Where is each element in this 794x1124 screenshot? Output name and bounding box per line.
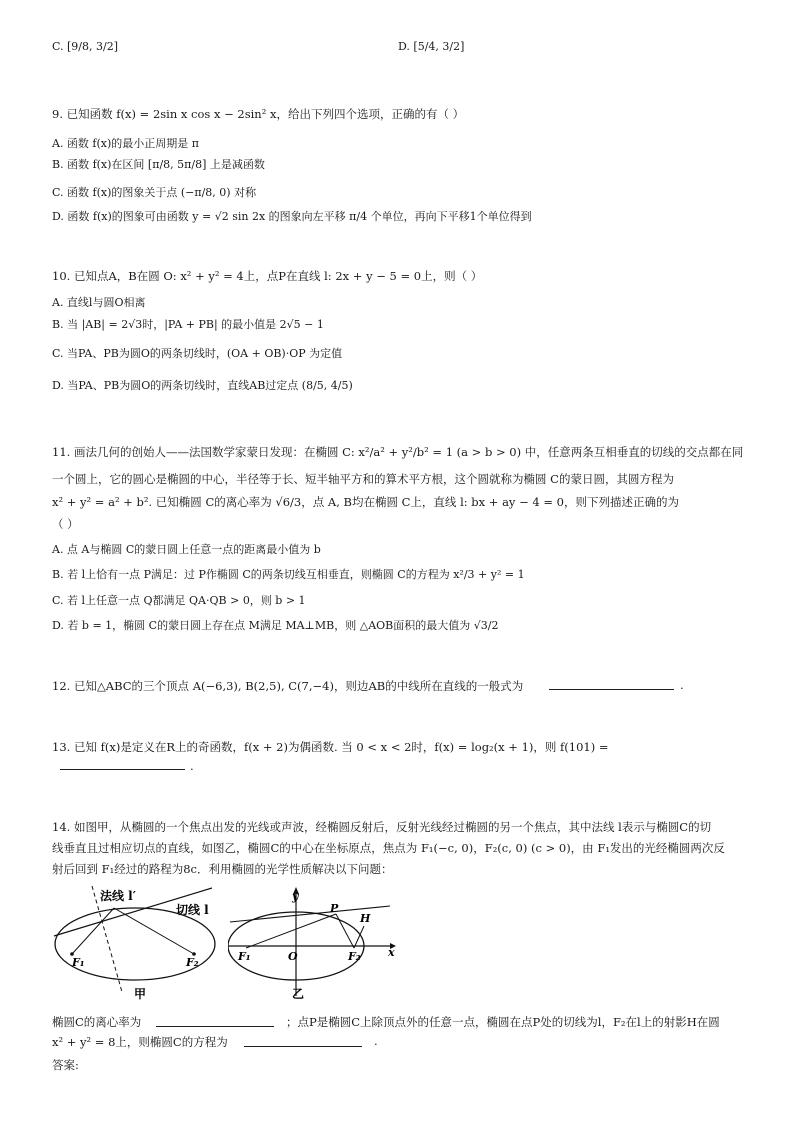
q14-equation-blank[interactable]: [244, 1046, 362, 1047]
q11-line-3: x² + y² = a² + b². 已知椭圆 C的离心率为 √6/3，点 A, B均在椭圆 C上，直线 l: bx + ay − 4 = 0，则下列描述正确的为: [52, 495, 679, 509]
q8-option-c: C. [9/8, 3/2]: [52, 40, 118, 53]
tangent-label: 切线 l: [176, 903, 209, 917]
q9-stem: 9. 已知函数 f(x) = 2sin x cos x − 2sin² x，给出下列四个选项，正确的有（ ）: [52, 107, 465, 121]
q11-option-a: A. 点 A与椭圆 C的蒙日圆上任意一点的距离最小值为 b: [52, 543, 321, 556]
p-label: P: [330, 902, 339, 915]
q11-line-1: 11. 画法几何的创始人——法国数学家蒙日发现：在椭圆 C: x²/a² + y²/b² = 1 (a > b > 0) 中，任意两条互相垂直的切线的交点都在同: [52, 445, 744, 459]
q12-period: .: [680, 678, 684, 692]
q11-line-2: 一个圆上，它的圆心是椭圆的中心，半径等于长、短半轴平方和的算术平方根，这个圆就称为椭圆 C的蒙日圆，其圆方程为: [52, 472, 674, 486]
q13-period: .: [190, 759, 194, 773]
q12-answer-blank[interactable]: [549, 689, 674, 690]
f2-label-yi: F₂: [348, 950, 361, 963]
q10-stem: 10. 已知点A，B在圆 O: x² + y² = 4上，点P在直线 l: 2x + y − 5 = 0上，则（ ）: [52, 269, 483, 283]
q8-option-d: D. [5/4, 3/2]: [398, 40, 465, 53]
q14-line-2: 线垂直且过相应切点的直线，如图乙，椭圆C的中心在坐标原点，焦点为 F₁(−c, 0)，F₂(c, 0) (c > 0)，由 F₁发出的光经椭圆两次反: [52, 841, 725, 855]
f1-label-jia: F₁: [72, 956, 85, 969]
q11-option-b: B. 若 l上恰有一点 P满足：过 P作椭圆 C的两条切线互相垂直，则椭圆 C的方程为 x²/3 + y² = 1: [52, 568, 525, 581]
figure-jia: [52, 884, 222, 1004]
figure-yi: [228, 884, 398, 1004]
q9-option-d: D. 函数 f(x)的图象可由函数 y = √2 sin 2x 的图象向左平移 π/4 个单位，再向下平移1个单位得到: [52, 210, 532, 223]
q11-line-4: （ ）: [52, 517, 79, 531]
f2-label-jia: F₂: [186, 956, 199, 969]
ellipse-jia: [55, 908, 215, 980]
q10-option-b: B. 当 |AB| = 2√3时，|PA + PB| 的最小值是 2√5 − 1: [52, 318, 324, 331]
q10-option-d: D. 当PA、PB为圆O的两条切线时，直线AB过定点 (8/5, 4/5): [52, 379, 353, 392]
y-label: y: [292, 890, 299, 903]
q14-ask-continued: ；点P是椭圆C上除顶点外的任意一点，椭圆在点P处的切线为l，F₂在l上的射影H在圆: [286, 1015, 720, 1029]
normal-label: 法线 l′: [100, 889, 136, 903]
o-label: O: [288, 950, 298, 963]
x-label: x: [388, 946, 395, 959]
q10-option-c: C. 当PA、PB为圆O的两条切线时，(OA + OB)·OP 为定值: [52, 347, 343, 360]
q14-ask-eccentricity: 椭圆C的离心率为: [52, 1015, 142, 1029]
q14-period: .: [374, 1034, 378, 1048]
q14-eccentricity-blank[interactable]: [156, 1026, 274, 1027]
q11-option-c: C. 若 l上任意一点 Q都满足 QA·QB > 0，则 b > 1: [52, 594, 306, 607]
ray-f1-jia: [72, 908, 114, 954]
q14-line-1: 14. 如图甲，从椭圆的一个焦点出发的光线或声波，经椭圆反射后，反射光线经过椭圆的另一个焦点，其中法线 l表示与椭圆C的切: [52, 820, 712, 834]
h-label: H: [360, 912, 371, 925]
segment-pf2: [336, 914, 354, 948]
q9-option-b: B. 函数 f(x)在区间 [π/8, 5π/8] 上是减函数: [52, 158, 265, 171]
q11-option-d: D. 若 b = 1，椭圆 C的蒙日圆上存在点 M满足 MA⊥MB，则 △AOB面积的最大值为 √3/2: [52, 619, 499, 632]
answer-label: 答案:: [52, 1058, 79, 1072]
q14-ask-equation: x² + y² = 8上，则椭圆C的方程为: [52, 1035, 228, 1049]
f1-label-yi: F₁: [238, 950, 251, 963]
q12-text: 12. 已知△ABC的三个顶点 A(−6,3), B(2,5), C(7,−4)，则边AB的中线所在直线的一般式为: [52, 679, 524, 693]
q9-option-c: C. 函数 f(x)的图象关于点 (−π/8, 0) 对称: [52, 186, 257, 199]
q13-answer-blank[interactable]: [60, 769, 185, 770]
q13-text: 13. 已知 f(x)是定义在R上的奇函数，f(x + 2)为偶函数. 当 0 < x < 2时，f(x) = log₂(x + 1)，则 f(101) =: [52, 740, 609, 754]
caption-jia: 甲: [134, 987, 147, 1001]
q9-option-a: A. 函数 f(x)的最小正周期是 π: [52, 137, 200, 150]
caption-yi: 乙: [292, 987, 305, 1001]
q14-line-3: 射后回到 F₁经过的路程为8c．利用椭圆的光学性质解决以下问题：: [52, 862, 393, 876]
q10-option-a: A. 直线l与圆O相离: [52, 296, 146, 309]
